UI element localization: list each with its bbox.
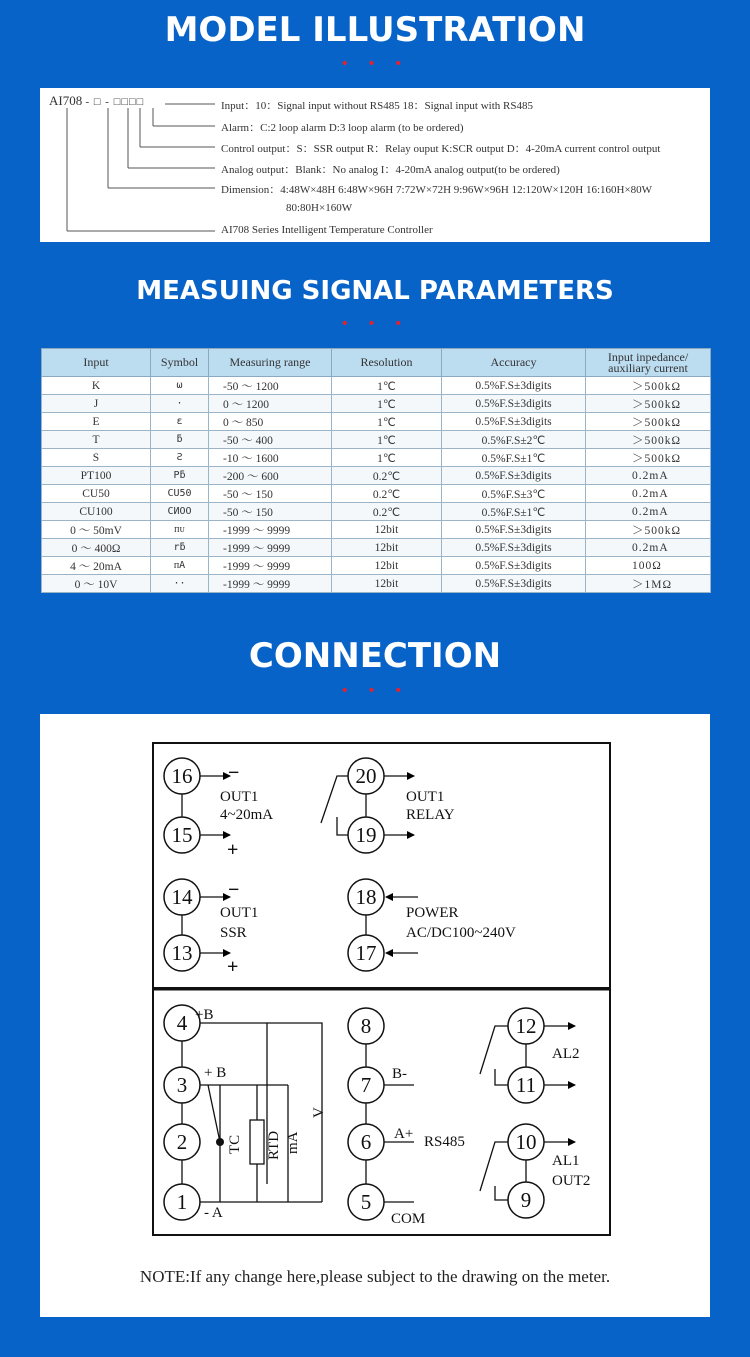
terminal-label-4: 4 <box>176 1011 188 1035</box>
params-title-dots: • • • <box>340 316 410 332</box>
wiring-diagram <box>40 714 710 1317</box>
cell-impedance: 0.2mA <box>586 539 711 557</box>
terminal-label-14: 14 <box>171 885 193 909</box>
params-row <box>42 485 711 503</box>
model-line-alarm: Alarm：C:2 loop alarm D:3 loop alarm (to be ordered) <box>221 122 464 134</box>
params-header-row <box>42 349 711 377</box>
cell-resolution: 1℃ <box>332 431 442 449</box>
label-b-minus: B- <box>392 1066 407 1082</box>
header-symbol: Symbol <box>151 349 209 377</box>
cell-impedance: ＞500kΩ <box>586 431 711 449</box>
model-title-dots: • • • <box>340 56 410 72</box>
cell-symbol: CU50 <box>151 485 209 503</box>
cell-input: CU100 <box>42 503 151 521</box>
cell-input: PT100 <box>42 467 151 485</box>
terminal-13-plus: + <box>227 956 239 978</box>
cell-range: 0 ～ 1200 <box>209 395 332 413</box>
cell-range: 0 ～ 850 <box>209 413 332 431</box>
terminal-label-18: 18 <box>355 885 377 909</box>
model-line-product: AI708 Series Intelligent Temperature Controller <box>221 224 433 236</box>
terminal-label-1: 1 <box>176 1190 188 1214</box>
cell-accuracy: 0.5%F.S±2℃ <box>442 431 586 449</box>
cell-symbol: rƃ <box>151 539 209 557</box>
model-code <box>49 93 144 109</box>
connection-panel <box>40 714 710 1317</box>
terminal-label-5: 5 <box>360 1190 372 1214</box>
cell-symbol: ω <box>151 377 209 395</box>
cell-resolution: 12bit <box>332 557 442 575</box>
cell-impedance: ＞500kΩ <box>586 521 711 539</box>
terminal-label-10: 10 <box>515 1130 537 1154</box>
params-row <box>42 575 711 593</box>
params-row <box>42 413 711 431</box>
cell-accuracy: 0.5%F.S±3digits <box>442 395 586 413</box>
params-row <box>42 431 711 449</box>
params-row <box>42 557 711 575</box>
model-line-dimension: Dimension：4:48W×48H 6:48W×96H 7:72W×72H 9:96W×96H 12:120W×120H 16:160H×80W <box>221 184 653 196</box>
cell-symbol: CИOO <box>151 503 209 521</box>
cell-impedance: 0.2mA <box>586 485 711 503</box>
cell-accuracy: 0.5%F.S±3℃ <box>442 485 586 503</box>
cell-input: K <box>42 377 151 395</box>
cell-range: -50 ～ 1200 <box>209 377 332 395</box>
model-line-input: Input：10：Signal input without RS485 18：Signal input with RS485 <box>221 100 533 112</box>
cell-accuracy: 0.5%F.S±3digits <box>442 575 586 593</box>
cell-range: -50 ～ 400 <box>209 431 332 449</box>
cell-accuracy: 0.5%F.S±1℃ <box>442 449 586 467</box>
terminal-label-2: 2 <box>176 1130 188 1154</box>
cell-symbol: ᴨA <box>151 557 209 575</box>
cell-input: T <box>42 431 151 449</box>
cell-accuracy: 0.5%F.S±1℃ <box>442 503 586 521</box>
label-tc: TC <box>227 1134 243 1154</box>
terminal-14-minus: − <box>228 879 240 901</box>
cell-accuracy: 0.5%F.S±3digits <box>442 521 586 539</box>
cell-impedance: 0.2mA <box>586 467 711 485</box>
connection-section-title: CONNECTION <box>248 636 502 676</box>
terminal-label-17: 17 <box>355 941 377 965</box>
label-minus-a: - A <box>204 1205 223 1221</box>
label-out1-ssr: OUT1 <box>220 905 259 921</box>
label-rtd: RTD <box>266 1130 282 1160</box>
model-line-control: Control output：S：SSR output R：Relay ouput K:SCR output D：4-20mA current control output <box>221 143 661 155</box>
cell-range: -1999 ～ 9999 <box>209 539 332 557</box>
header-resolution: Resolution <box>332 349 442 377</box>
cell-range: -50 ～ 150 <box>209 485 332 503</box>
cell-impedance: ＞500kΩ <box>586 413 711 431</box>
cell-input: 4 ～ 20mA <box>42 557 151 575</box>
cell-resolution: 1℃ <box>332 395 442 413</box>
cell-accuracy: 0.5%F.S±3digits <box>442 467 586 485</box>
cell-symbol: · <box>151 395 209 413</box>
cell-resolution: 0.2℃ <box>332 467 442 485</box>
cell-accuracy: 0.5%F.S±3digits <box>442 377 586 395</box>
header-range: Measuring range <box>209 349 332 377</box>
terminal-label-6: 6 <box>360 1130 372 1154</box>
cell-impedance: 0.2mA <box>586 503 711 521</box>
params-row <box>42 539 711 557</box>
cell-resolution: 0.2℃ <box>332 485 442 503</box>
params-table <box>41 348 711 593</box>
terminal-label-3: 3 <box>176 1073 188 1097</box>
cell-impedance: 100Ω <box>586 557 711 575</box>
terminal-label-11: 11 <box>515 1073 537 1097</box>
cell-input: 0 ～ 10V <box>42 575 151 593</box>
label-plus-b-top: +B <box>195 1007 214 1023</box>
model-line-dimension-cont: 80:80H×160W <box>286 202 353 214</box>
params-row <box>42 449 711 467</box>
label-al2: AL2 <box>552 1046 580 1062</box>
params-row <box>42 395 711 413</box>
cell-range: -50 ～ 150 <box>209 503 332 521</box>
header-impedance-line2: auxiliary current <box>608 360 688 375</box>
cell-resolution: 12bit <box>332 575 442 593</box>
cell-impedance: ＞500kΩ <box>586 377 711 395</box>
cell-symbol: ƃ <box>151 431 209 449</box>
params-row <box>42 503 711 521</box>
terminal-label-15: 15 <box>171 823 193 847</box>
terminal-label-7: 7 <box>360 1073 372 1097</box>
cell-input: CU50 <box>42 485 151 503</box>
params-row <box>42 521 711 539</box>
cell-resolution: 0.2℃ <box>332 503 442 521</box>
label-power: POWER <box>406 905 459 921</box>
cell-symbol: ·· <box>151 575 209 593</box>
cell-range: -200 ～ 600 <box>209 467 332 485</box>
terminal-label-9: 9 <box>520 1188 532 1212</box>
cell-impedance: ＞1MΩ <box>586 575 711 593</box>
tc-junction <box>216 1138 224 1146</box>
header-impedance-line1: Input inpedance/ <box>607 349 689 364</box>
cell-accuracy: 0.5%F.S±3digits <box>442 413 586 431</box>
label-out1-analog: OUT1 <box>220 789 259 805</box>
terminal-label-12: 12 <box>515 1014 537 1038</box>
cell-impedance: ＞500kΩ <box>586 395 711 413</box>
label-rs485: RS485 <box>424 1134 465 1150</box>
cell-accuracy: 0.5%F.S±3digits <box>442 539 586 557</box>
cell-input: E <box>42 413 151 431</box>
label-a-plus: A+ <box>394 1126 414 1142</box>
cell-range: -10 ～ 1600 <box>209 449 332 467</box>
cell-resolution: 1℃ <box>332 377 442 395</box>
model-panel <box>40 88 710 242</box>
cell-symbol: ε <box>151 413 209 431</box>
label-out1-relay: OUT1 <box>406 789 445 805</box>
terminal-label-19: 19 <box>355 823 377 847</box>
terminal-label-16: 16 <box>171 764 193 788</box>
params-row <box>42 467 711 485</box>
connection-title-dots: • • • <box>340 683 410 699</box>
label-v: V <box>311 1107 327 1118</box>
params-section-title: MEASUING SIGNAL PARAMETERS <box>136 276 614 306</box>
label-power-range: AC/DC100~240V <box>406 925 516 941</box>
label-al1: AL1 <box>552 1153 580 1169</box>
label-plus-b: + B <box>204 1065 227 1081</box>
model-code-prefix: AI708 <box>49 93 83 108</box>
model-line-analog: Analog output：Blank：No analog I：4-20mA analog output(to be ordered) <box>221 164 560 176</box>
header-impedance <box>586 349 711 377</box>
connection-note: NOTE:If any change here,please subject to the drawing on the meter. <box>139 1267 611 1286</box>
cell-symbol: ᴨᴜ <box>151 521 209 539</box>
terminal-label-13: 13 <box>171 941 193 965</box>
label-ma: mA <box>285 1131 301 1154</box>
cell-input: S <box>42 449 151 467</box>
params-row <box>42 377 711 395</box>
model-section-title: MODEL ILLUSTRATION <box>164 10 586 50</box>
terminal-label-8: 8 <box>360 1014 372 1038</box>
cell-range: -1999 ～ 9999 <box>209 557 332 575</box>
header-input: Input <box>42 349 151 377</box>
cell-resolution: 1℃ <box>332 449 442 467</box>
label-ssr: SSR <box>220 925 247 941</box>
cell-impedance: ＞500kΩ <box>586 449 711 467</box>
header-accuracy: Accuracy <box>442 349 586 377</box>
cell-accuracy: 0.5%F.S±3digits <box>442 557 586 575</box>
terminal-label-20: 20 <box>355 764 377 788</box>
cell-range: -1999 ～ 9999 <box>209 575 332 593</box>
model-code-suffix: - □ - □□□□ <box>85 96 145 108</box>
label-4-20ma: 4~20mA <box>220 807 274 823</box>
cell-range: -1999 ～ 9999 <box>209 521 332 539</box>
cell-symbol: Ƨ <box>151 449 209 467</box>
cell-resolution: 12bit <box>332 521 442 539</box>
cell-input: 0 ～ 400Ω <box>42 539 151 557</box>
label-out2: OUT2 <box>552 1173 591 1189</box>
cell-resolution: 12bit <box>332 539 442 557</box>
label-relay: RELAY <box>406 807 455 823</box>
terminal-15-plus: + <box>227 839 239 861</box>
label-com: COM <box>391 1211 426 1227</box>
cell-input: J <box>42 395 151 413</box>
cell-resolution: 1℃ <box>332 413 442 431</box>
terminal-16-minus: − <box>228 762 240 784</box>
cell-input: 0 ～ 50mV <box>42 521 151 539</box>
cell-symbol: Pƃ <box>151 467 209 485</box>
